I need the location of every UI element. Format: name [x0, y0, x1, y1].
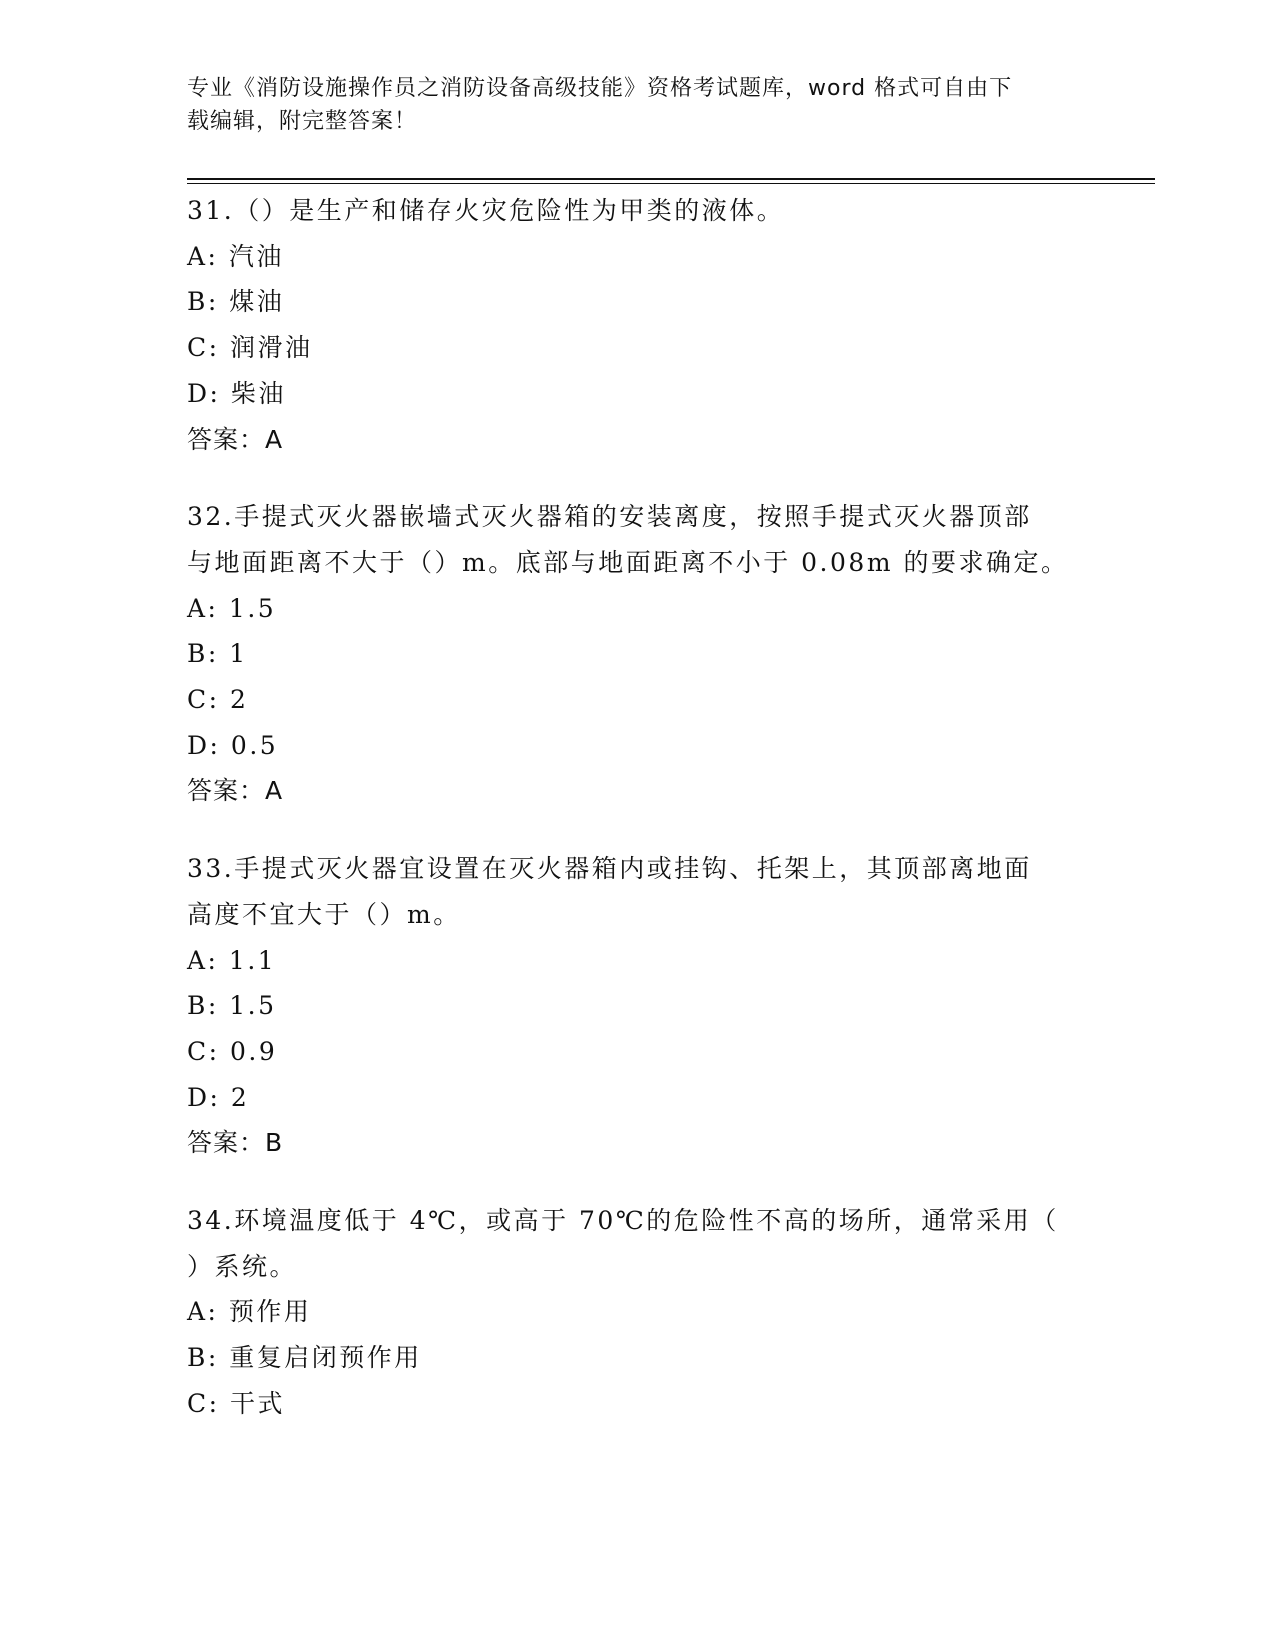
option-c: C: 干式 — [187, 1388, 285, 1418]
option-a: A: 汽油 — [187, 241, 284, 271]
question-text: 31.（）是生产和储存火灾危险性为甲类的液体。 — [187, 196, 785, 225]
option-a: A: 1.5 — [187, 593, 277, 623]
option-c: C: 0.9 — [187, 1036, 278, 1066]
question-text-continued: ）系统。 — [187, 1251, 298, 1281]
option-b: B: 煤油 — [187, 287, 285, 317]
header-line-2: 载编辑，附完整答案！ — [187, 109, 418, 134]
question-32 — [187, 494, 1087, 814]
question-text-continued: 高度不宜大于（）m。 — [187, 899, 461, 929]
option-a: A: 预作用 — [187, 1297, 312, 1327]
option-b: B: 1.5 — [187, 991, 277, 1021]
header-divider-top — [187, 178, 1155, 180]
answer-text: 答案：A — [187, 776, 284, 806]
option-b: B: 重复启闭预作用 — [187, 1343, 422, 1373]
question-text: 33.手提式灭火器宜设置在灭火器箱内或挂钩、托架上，其顶部离地面 — [187, 854, 1032, 884]
document-header — [187, 72, 1067, 138]
option-d: D: 2 — [187, 1082, 250, 1112]
answer-text: 答案：A — [187, 424, 284, 454]
answer-text: 答案：B — [187, 1128, 284, 1158]
option-c: C: 润滑油 — [187, 333, 313, 363]
question-31 — [187, 188, 1087, 462]
option-d: D: 0.5 — [187, 730, 279, 760]
header-divider-bottom — [187, 183, 1155, 184]
question-33 — [187, 846, 1087, 1166]
option-b: B: 1 — [187, 639, 248, 669]
option-c: C: 2 — [187, 685, 249, 715]
header-line-1: 专业《消防设施操作员之消防设备高级技能》资格考试题库，word 格式可自由下 — [187, 76, 1013, 101]
question-text: 34.环境温度低于 4℃，或高于 70℃的危险性不高的场所，通常采用（ — [187, 1206, 1059, 1236]
option-d: D: 柴油 — [187, 378, 286, 408]
question-text-continued: 与地面距离不大于（）m。底部与地面距离不小于 0.08m 的要求确定。 — [187, 547, 1069, 577]
question-list — [187, 188, 1087, 1459]
option-a: A: 1.1 — [187, 945, 277, 975]
question-34 — [187, 1198, 1087, 1427]
question-text: 32.手提式灭火器嵌墙式灭火器箱的安装离度，按照手提式灭火器顶部 — [187, 502, 1032, 532]
